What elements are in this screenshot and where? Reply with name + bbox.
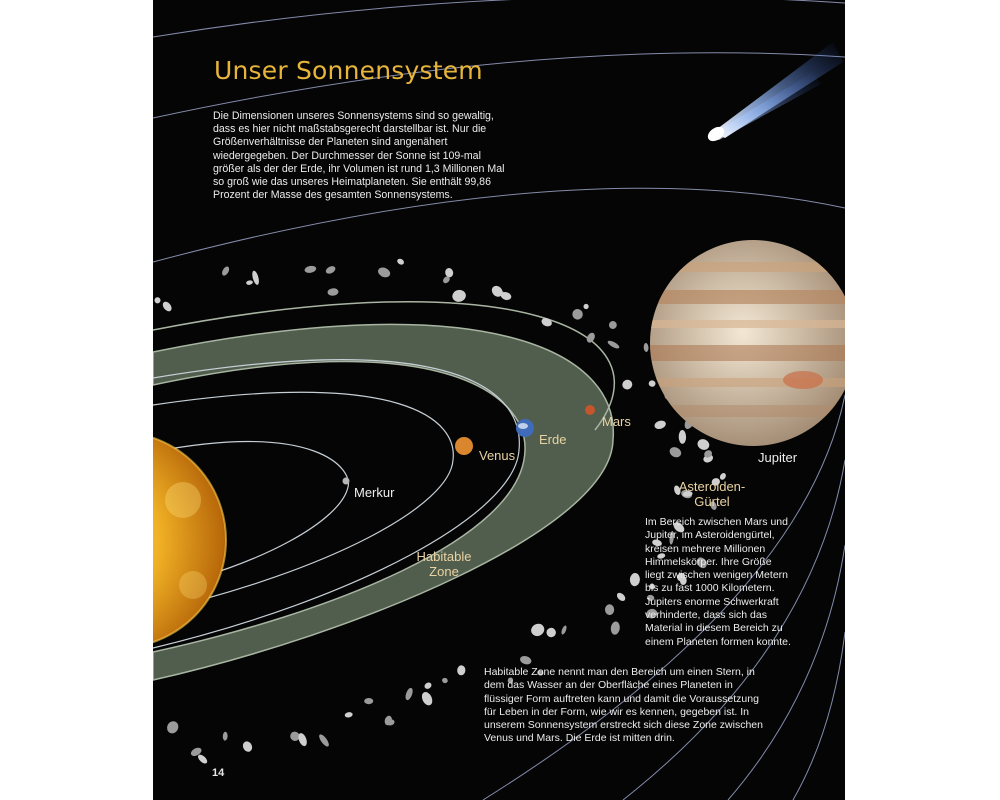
asteroid [221, 265, 231, 277]
asteroid [423, 681, 432, 690]
asteroid [223, 732, 228, 741]
asteroid [621, 378, 634, 391]
habitable-zone [153, 324, 613, 680]
asteroid-belt-text: Im Bereich zwischen Mars und Jupiter, im Asteroidengürtel, kreisen mehrere Millionen Himmelskörper. Ihre Größe liegt zwischen wenigen Metern bis zu fast 1000 Kilometern. Jupiters enorme Schwerkraft verhinderte, dass sich das Material in diesem Bereich zu einem Planeten formen konnte. [645, 516, 791, 648]
asteroid [529, 621, 546, 638]
asteroid [605, 604, 615, 615]
asteroid [582, 303, 589, 310]
asteroid-label-line1: Asteroiden- [678, 479, 746, 494]
asteroid [668, 445, 683, 459]
asteroid [404, 687, 414, 701]
asteroid [570, 307, 584, 321]
mars-label: Mars [602, 414, 631, 429]
asteroid [540, 317, 553, 328]
asteroid [327, 288, 339, 297]
asteroid [546, 627, 557, 638]
mercury-label: Merkur [354, 485, 395, 500]
asteroid [304, 265, 317, 274]
asteroid [519, 655, 532, 666]
asteroid [679, 430, 687, 444]
venus-label: Venus [479, 448, 516, 463]
asteroid [364, 698, 373, 704]
venus-planet [455, 437, 473, 455]
asteroid [161, 300, 173, 313]
page-title: Unser Sonnensystem [214, 56, 483, 85]
asteroid [441, 677, 448, 684]
asteroid [376, 266, 391, 280]
asteroid [344, 711, 353, 718]
asteroid-label-line2: Gürtel [694, 494, 730, 509]
sun [153, 432, 226, 648]
habitable-zone-text: Habitable Zone nennt man den Bereich um einen Stern, in dem das Wasser an der Oberfläche eines Planeten in flüssiger Form auftreten kann und damit die Voraussetzung für Leben in der Form, wie wir es kennen, gegeben ist. In unserem Sonnensystem erstreckt sich diese Zone zwischen Venus und Mars. Die Erde ist mitten drin. [484, 666, 763, 745]
asteroid [629, 573, 640, 587]
habitable-label-line1: Habitable [416, 549, 472, 564]
earth-label: Erde [539, 432, 567, 447]
asteroid [420, 690, 435, 707]
asteroid [444, 267, 454, 278]
page-number: 14 [212, 767, 225, 779]
intro-paragraph: Die Dimensionen unseres Sonnensystems sind so gewaltig, dass es hier nicht maßstabsgerecht darstellbar ist. Nur die Größenverhältnisse der Planeten sind angenähert wiedergegeben. Der Durchmesser der Sonne ist 109-mal größer als der der Erde, ihr Volumen ist rund 1,3 Millionen Mal so groß wie das unseres Heimatplaneten. Sie enthält 99,86 Prozent der Masse des gesamten Sonnensystems. [213, 110, 505, 202]
asteroid [154, 297, 161, 304]
asteroid [648, 380, 655, 387]
asteroid [246, 280, 254, 286]
asteroid [643, 343, 648, 352]
jupiter-planet [643, 240, 845, 446]
asteroid [615, 591, 627, 602]
asteroid [607, 339, 621, 350]
asteroid [610, 621, 621, 635]
asteroid [317, 733, 330, 748]
asteroid [325, 265, 337, 276]
asteroid [396, 258, 405, 266]
book-page [153, 0, 845, 800]
asteroid [457, 665, 466, 676]
jupiter-label: Jupiter [758, 450, 798, 465]
mercury-planet [343, 478, 350, 485]
asteroid [165, 719, 180, 735]
asteroid-belt-label [669, 479, 755, 509]
asteroid [451, 289, 467, 304]
habitable-label-line2: Zone [429, 564, 459, 579]
asteroid [696, 437, 711, 451]
asteroid [196, 753, 208, 765]
asteroid [653, 419, 666, 430]
comet [705, 42, 843, 144]
asteroid [608, 320, 617, 329]
habitable-zone-label [407, 549, 481, 579]
asteroid [560, 625, 567, 635]
asteroid [241, 740, 254, 754]
mars-planet [585, 405, 595, 415]
